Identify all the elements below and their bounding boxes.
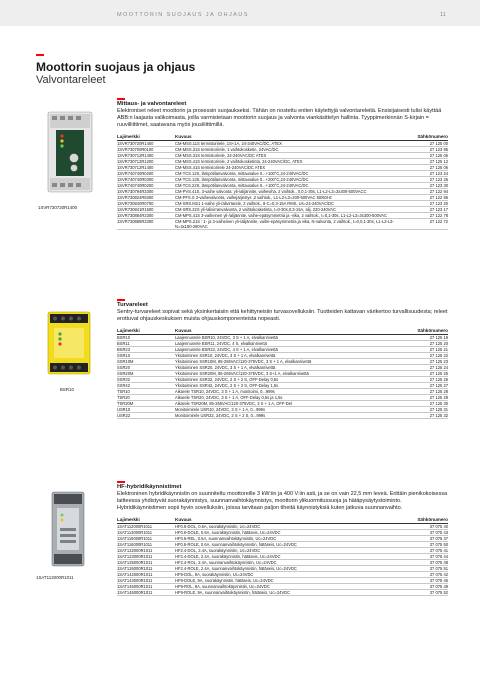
column-header: Sähkönumero xyxy=(400,133,448,141)
section-accent-bar xyxy=(117,299,125,301)
section-description: Sentry-turvareleet sopivat sekä yksinkertaisiin että kehittyneisiin turvasovelluksiin. Tuotteiden kattavan värikertoo turvallisuudesta; releet erottuvat ohjauskeskuksen muista ohjauskomponenteista nopeasti. xyxy=(117,309,448,322)
type-code-cell: 1SAT145000R1011 xyxy=(117,584,175,590)
description-cell: CM-SRS.M21 1-vaihe yli-/alivirtarele, 2 vaihtok., 8-C=0,3-15A RMS, Us=24-240VAC/DC xyxy=(175,201,400,207)
section-description: Elektroniset releet moottorin ja prosessin suojaukseksi. Tähän on nostettu eniten käytettyjä valvontareleitä. Ensisijaisesti tulisi käyttää ABB:n laajasta valikoimasta, joilla varmistetaan moottorin suojaus ja valvonta viankäsittelyn hallinta. Tyyppimerkinnän S-kirjain = ruuvilliittimet, saatavana myös jousiliittimillä. xyxy=(117,108,442,128)
column-header: Lajimerkki xyxy=(117,327,175,335)
description-cell: Aikarele TSR20M, 85-265VAC/120-375VDC, 3 S + 1 A, OFF-Del xyxy=(175,401,400,407)
description-cell: CM-MSS.31S termistorirele, 24-240VAC/DC ATEX xyxy=(175,153,400,159)
type-code-cell: 1SAT116000R1011 xyxy=(117,542,175,548)
description-cell: HF0.6-DOL, 0.6A, suorakäynnistin, Uc=24VDC xyxy=(175,524,400,530)
electrical-number-cell: 37 075 43 xyxy=(400,530,448,536)
table-body xyxy=(117,335,448,419)
electrical-number-cell: 37 075 42 xyxy=(400,572,448,578)
electrical-number-cell: 37 075 45 xyxy=(400,578,448,584)
product-table xyxy=(117,133,448,230)
type-code-cell: BSR23 xyxy=(117,347,175,353)
electrical-number-cell: 27 125 23 xyxy=(400,359,448,365)
type-code-cell: 1SVR740740R0300 xyxy=(117,177,175,183)
type-code-cell: 1SAT142000R1011 xyxy=(117,572,175,578)
type-code-cell: 1SAT146000R1011 xyxy=(117,590,175,596)
description-cell: Monitoimirele USR10, 24VDC, 3 S + 1 A, 0...999s xyxy=(175,407,400,413)
type-code-cell: SSR42 xyxy=(117,383,175,389)
electrical-number-cell: 37 075 41 xyxy=(400,548,448,554)
electrical-number-cell: 37 075 51 xyxy=(400,566,448,572)
type-code-cell: 1SVR730720R1400 xyxy=(117,141,175,147)
electrical-number-cell: 27 122 94 xyxy=(400,189,448,195)
description-cell: CM-PVS.41S, 3-vaihe valvonta: yli-/alijännite, vaiheviha, 2 vaihtok., 0,0,1-30s, L1-L2-L3=3x300-500VACC xyxy=(175,189,400,195)
electrical-number-cell: 37 075 48 xyxy=(400,560,448,566)
column-header: Sähkönumero xyxy=(400,516,448,524)
description-cell: HF2.4-DOLE, 2.4A, suorakäynnistin, hätäseis, Uc=24VDC xyxy=(175,554,400,560)
electrical-number-cell: 27 125 20 xyxy=(400,341,448,347)
description-cell: HF9-ROLE, 9A, suunnanvaihtokäynnistin, hätäseis, Uc=24VDC xyxy=(175,590,400,596)
electrical-number-cell: 27 125 31 xyxy=(400,407,448,413)
description-cell: HF0.6-REL, 0.6A, suunnanvaihtokäynnistin, Uc=24VDC xyxy=(175,536,400,542)
description-cell: Yksitoiminen SSR32, 24VDC, 2 S + 2 S, OFF-Delay 0,5s xyxy=(175,377,400,383)
type-code-cell: TSR20M xyxy=(117,401,175,407)
type-code-cell: 1SVR730884R3300 xyxy=(117,213,175,219)
type-code-cell: BSR11 xyxy=(117,341,175,347)
accent-bar xyxy=(36,54,44,56)
type-code-cell: 1SVR730840R0700 xyxy=(117,201,175,207)
description-cell: CM-TCS.22S, lämpötilanvalvonta, mittausalue 0...+100°C,24-240VAC/DC xyxy=(175,183,400,189)
type-code-cell: BSR10 xyxy=(117,335,175,341)
section-accent-bar xyxy=(117,481,125,483)
description-cell: CM-MSS.31S termistorirele, 1 vaihtokosketin, 24VAC/DC xyxy=(175,147,400,153)
section-title: Mittaus- ja valvontareleet xyxy=(117,101,187,107)
electrical-number-cell: 27 123 24 xyxy=(400,171,448,177)
image-caption: BSR10 xyxy=(60,387,74,392)
type-code-cell: 1SVR730794R3300 xyxy=(117,189,175,195)
type-code-cell: 1SVR730841R1500 xyxy=(117,207,175,213)
column-header: Lajimerkki xyxy=(117,516,175,524)
electrical-number-cell: 27 123 30 xyxy=(400,183,448,189)
description-cell: Yksitoiminen SSR10, 24VDC, 3 S + 1 A, elvalkanrivettä xyxy=(175,353,400,359)
safety-relay-image xyxy=(40,308,100,380)
description-cell: CM-TCS.13S, lämpötilanvalvonta, mittausalue 0...+200°C,24-240VAC/DC xyxy=(175,177,400,183)
description-cell: Laajennusrele BSR23, 24VDC, 4 S + 1 A, elvalkanrivettä xyxy=(175,347,400,353)
description-cell: HF0.6-DOLE, 0.6A, suorakäynnistin, hätäseis, Uc=24VDC xyxy=(175,530,400,536)
electrical-number-cell: 27 125 19 xyxy=(400,335,448,341)
type-code-cell: 1SVR740740R0200 xyxy=(117,171,175,177)
type-code-cell: 1SAT123000R1011 xyxy=(117,554,175,560)
electrical-number-cell: 27 125 00 xyxy=(400,141,448,147)
electrical-number-cell: 37 075 50 xyxy=(400,542,448,548)
section-safety-relays xyxy=(117,302,448,419)
type-code-cell: TSR10 xyxy=(117,389,175,395)
description-cell: HF0.6-ROLE, 0.6A, suunnanvaihtokäynnistin, hätäseis, Uc=24VDC xyxy=(175,542,400,548)
description-cell: Aikarele TSR20, 24VDC, 3 S + 1 A, OFF-Delay 0,5s ja 1,5s xyxy=(175,395,400,401)
section-monitoring-relays xyxy=(117,101,448,230)
description-cell: CM-MPS.41S 3-vaiheinen yli-/alijännite, vaihe-epäsymmetria ja -vika, 2 vaihtok., t=0,1-30s, L1-L2-L3=3x300-500VAC xyxy=(175,213,400,219)
image-caption: 1SAT112000R1011 xyxy=(36,575,74,580)
description-cell: Yksitoiminen SSR10M, 85-265VAC/120-375VDC, 3 S + 1 A, elvalkanrivettä xyxy=(175,359,400,365)
type-code-cell: SSR10 xyxy=(117,353,175,359)
type-code-cell: USR22 xyxy=(117,413,175,419)
electrical-number-cell: 27 125 12 xyxy=(400,159,448,165)
section-description: Elektroninen hybridikäynnistin on suunniteltu moottoreille 3 kW:iin ja 400 V:iin asti, ja se on vain 22,5 mm leveä. Erittäin pienikokoisessa laitteessa yhdistyvät suorakäynnistys, suunnanvaihtokäynnistys, moottorin ylikuormitussuoja ja hätäpysäytystoiminto. Hybridikäynnistimen sopii hyvin sovelluksiin, joissa tarvitaan paljon tiheitä käynnistyksiä kuten jatkuva suunnanvaihto. xyxy=(117,491,448,511)
electrical-number-cell: 27 125 30 xyxy=(400,401,448,407)
type-code-cell: SSR32 xyxy=(117,377,175,383)
type-code-cell: 1SVR730824R9300 xyxy=(117,195,175,201)
description-cell: Yksitoiminen SSR42, 24VDC, 2 S + 2 S, OFF-Delay 1,5s xyxy=(175,383,400,389)
description-cell: HF2.4-ROL, 2.4A, suunnanvaihtokäynnistin, Uc=24VDC xyxy=(175,560,400,566)
description-cell: HF2.4-ROLE, 2.4A, suunnanvaihtokäynnistin, hätäseis, Uc=24VDC xyxy=(175,566,400,572)
description-cell: HF2.4-DOL, 2.4A, suorakäynnistin, Uc=24VDC xyxy=(175,548,400,554)
description-cell: Yksitoiminen SSR20M, 85-265VAC/120-375VDC, 3 S+1 A, elvalkanrivettä xyxy=(175,371,400,377)
type-code-cell: SSR10M xyxy=(117,359,175,365)
column-header: Kuvaus xyxy=(175,516,400,524)
electrical-number-cell: 27 122 86 xyxy=(400,195,448,201)
section-title: HF-hybridikäynnistimet xyxy=(117,484,182,490)
product-table xyxy=(117,327,448,419)
description-cell: CM-SRS.22S yli-/alivirranvalvonta, 2 vaihtokosketinta, I=0-30s,0,3-15A, alij. 220-240VAC xyxy=(175,207,400,213)
description-cell: CM-MPS.21S : 1- ja 3-vaiheinen yli-/alijännite, vaihe-epäsymmetria ja vika, N-valvonta, 2 vaihtok., t=0,0,1-30s, L1-L2-L3-N=3x180-280VAC xyxy=(175,219,400,230)
electrical-number-cell: 37 075 44 xyxy=(400,554,448,560)
type-code-cell: SSR20M xyxy=(117,371,175,377)
type-code-cell: 1SAT115000R1011 xyxy=(117,536,175,542)
electrical-number-cell: 27 125 28 xyxy=(400,389,448,395)
electrical-number-cell: 27 125 24 xyxy=(400,365,448,371)
description-cell: Aikarele TSR10, 24VDC, 3 S + 1 A, monitoimi, 0...999s xyxy=(175,389,400,395)
electrical-number-cell: 27 122 72 xyxy=(400,219,448,230)
table-row xyxy=(117,590,448,596)
electrical-number-cell: 27 123 17 xyxy=(400,207,448,213)
page-number: 11 xyxy=(440,12,446,18)
electrical-number-cell: 27 125 25 xyxy=(400,371,448,377)
description-cell: CM-MSS.11S termistorirele, 1S+1A, 24-240VAC/DC, ATEX xyxy=(175,141,400,147)
section-hybrid-starters xyxy=(117,484,448,596)
electrical-number-cell: 37 075 40 xyxy=(400,524,448,530)
electrical-number-cell: 37 075 47 xyxy=(400,536,448,542)
table-row xyxy=(117,413,448,419)
electrical-number-cell: 27 125 29 xyxy=(400,395,448,401)
description-cell: CM-PFS.S 3-vaihevalvonta, vaihejärjestys ,2 vaihtok., L1-L2-L3=200-500VAC 50/60Hz xyxy=(175,195,400,201)
page-header xyxy=(0,0,480,26)
hybrid-starter-image xyxy=(40,488,96,570)
product-table xyxy=(117,516,448,596)
type-code-cell: USR10 xyxy=(117,407,175,413)
electrical-number-cell: 37 075 52 xyxy=(400,590,448,596)
monitoring-relay-image xyxy=(38,108,104,198)
section-accent-bar xyxy=(117,98,125,100)
electrical-number-cell: 27 125 26 xyxy=(400,377,448,383)
electrical-number-cell: 27 125 32 xyxy=(400,413,448,419)
electrical-number-cell: 27 123 20 xyxy=(400,201,448,207)
running-header: MOOTTORIN SUOJAUS JA OHJAUS xyxy=(117,12,249,18)
image-caption: 1SVR730720R1400 xyxy=(38,205,78,210)
electrical-number-cell: 27 125 27 xyxy=(400,383,448,389)
type-code-cell: 1SVR730700R0100 xyxy=(117,147,175,153)
description-cell: CM-TCS.12S, lämpötilanvalvonta, mittausalue 0...+100°C,24-240VAC/DC xyxy=(175,171,400,177)
electrical-number-cell: 27 125 21 xyxy=(400,347,448,353)
type-code-cell: 1SVR730712R1200 xyxy=(117,159,175,165)
description-cell: HF9-ROL, 9A, suunnanvaihtokäynnistin, Uc=24VDC xyxy=(175,584,400,590)
type-code-cell: 1SVR730712R1400 xyxy=(117,153,175,159)
description-cell: Yksitoiminen SSR20, 24VDC, 3 S + 1 A, elvalkanrivettä xyxy=(175,365,400,371)
description-cell: HF9-DOL, 9A, suorakäynnistin, Uc=24VDC xyxy=(175,572,400,578)
description-cell: Laajennusrele BSR11, 24VDC, 4 S, elvalkanrivettä xyxy=(175,341,400,347)
column-header: Sähkönumero xyxy=(400,327,448,335)
description-cell: HF9-DOLE, 9A, suorakäynnistin, hätäseis, Uc=24VDC xyxy=(175,578,400,584)
table-row xyxy=(117,219,448,230)
column-header: Kuvaus xyxy=(175,133,400,141)
electrical-number-cell: 27 123 26 xyxy=(400,177,448,183)
electrical-number-cell: 27 125 06 xyxy=(400,165,448,171)
electrical-number-cell: 27 125 22 xyxy=(400,353,448,359)
electrical-number-cell: 27 123 95 xyxy=(400,147,448,153)
section-title: Turvareleet xyxy=(117,302,148,308)
description-cell: Laajennusrele BSR10, 24VDC, 3 S + 1 A, elvalkanrivettä xyxy=(175,335,400,341)
type-code-cell: 1SAT112000R1011 xyxy=(117,524,175,530)
type-code-cell: TSR20 xyxy=(117,395,175,401)
type-code-cell: 1SAT122000R1011 xyxy=(117,548,175,554)
description-cell: Monitoimirele USR22, 24VDC, 2 S + 2 S, 0...999s xyxy=(175,413,400,419)
type-code-cell: 1SAT143000R1011 xyxy=(117,578,175,584)
type-code-cell: SSR20 xyxy=(117,365,175,371)
column-header: Lajimerkki xyxy=(117,133,175,141)
type-code-cell: 1SAT125000R1011 xyxy=(117,560,175,566)
type-code-cell: 1SVR730712R1400 xyxy=(117,165,175,171)
type-code-cell: 1SAT126000R1011 xyxy=(117,566,175,572)
electrical-number-cell: 27 122 78 xyxy=(400,213,448,219)
type-code-cell: 1SAT113000R1011 xyxy=(117,530,175,536)
page-subtitle: Valvontareleet xyxy=(36,74,106,86)
type-code-cell: 1SVR730885R3300 xyxy=(117,219,175,230)
column-header: Kuvaus xyxy=(175,327,400,335)
type-code-cell: 1SVR740740R0200 xyxy=(117,183,175,189)
description-cell: CM-MSS.41S termistorirele 24-240VAC/DC ATEX xyxy=(175,165,400,171)
table-body xyxy=(117,524,448,596)
electrical-number-cell: 27 125 06 xyxy=(400,153,448,159)
description-cell: CM-MSS.41S termistorirele, 2 vaihtokosketinta, 24-240VAC/DC, ATEX xyxy=(175,159,400,165)
electrical-number-cell: 37 075 49 xyxy=(400,584,448,590)
page-title: Moottorin suojaus ja ohjaus xyxy=(36,60,196,74)
table-body xyxy=(117,141,448,230)
